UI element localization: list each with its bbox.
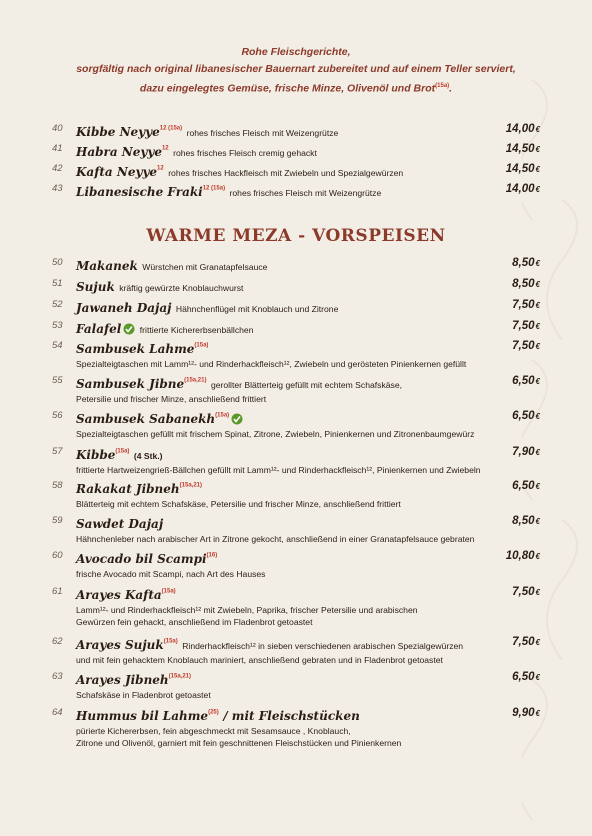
item-name: Libanesische Fraki [76,185,203,199]
item-description: Spezialteigtaschen mit Lamm¹²- und Rinderhackfleisch¹², Zwiebeln und gerösteten Pinienkernen gefüllt [76,359,467,369]
item-number: 61 [52,586,63,597]
allergen-code: (15a) [115,448,130,455]
item-name: Sawdet Dajaj [76,517,164,531]
allergen-code: 12 [161,145,169,152]
item-name: Arayes Sujuk [76,638,164,652]
allergen-code: (15a) [161,588,176,595]
item-number: 55 [52,375,63,386]
intro-line-1: Rohe Fleischgerichte, [241,46,351,58]
item-price: 7,50€ [512,340,540,352]
item-name: Falafel [76,322,122,336]
allergen-code: (15a) [435,83,450,89]
item-number: 63 [52,671,63,682]
item-price: 6,50€ [512,410,540,422]
item-name: Arayes Kafta [76,588,162,602]
item-price: 14,00€ [505,123,540,135]
item-description: rohes frisches Fleisch mit Weizengrütze [186,128,339,138]
item-price: 6,50€ [512,671,540,683]
item-description: Hähnchenleber nach arabischer Art in Zitrone gekocht, anschließend in einer Granatapfelsauce gebraten [76,534,475,544]
intro-text [40,44,552,98]
item-name: Kafta Neyye [76,165,158,179]
allergen-code: (25) [208,709,219,716]
item-number: 60 [52,550,63,561]
item-name: Arayes Jibneh [76,673,169,687]
item-name: Jawaneh Dajaj [76,301,172,315]
item-description: kräftig gewürzte Knoblauchwurst [119,283,244,293]
item-price: 6,50€ [512,480,540,492]
item-number: 57 [52,446,63,457]
item-price: 10,80€ [505,550,540,562]
item-name: Sambusek Lahme [76,342,195,356]
item-quantity: (4 Stk.) [133,451,163,461]
item-description: gerollter Blätterteig gefüllt mit echtem Schafskäse, [210,380,402,390]
item-name: Kibbe [76,448,116,462]
item-number: 53 [52,320,63,331]
item-number: 42 [52,163,63,174]
item-price: 14,50€ [505,143,540,155]
item-price: 7,50€ [512,586,540,598]
item-price: 8,50€ [512,515,540,527]
item-name: Sambusek Sabanekh [76,412,216,426]
item-price: 8,50€ [512,257,540,269]
item-description: rohes frisches Fleisch mit Weizengrütze [229,188,382,198]
item-name: Rakakat Jibneh [76,482,180,496]
item-description-2: Zitrone und Olivenöl, garniert mit fein geschnittenen Fleischstücken und Pinienkernen [76,738,402,748]
allergen-code: (15a,21) [179,482,202,489]
item-price: 8,50€ [512,278,540,290]
item-description: Spezialteigtaschen gefüllt mit frischem Spinat, Zitrone, Zwiebeln, Pinienkernen und Zitronenbaumgewürz [76,429,475,439]
item-description-2: und mit fein gehacktem Knoblauch mariniert, anschließend gebraten und in Fladenbrot getoastet [76,655,443,665]
item-number: 58 [52,480,63,491]
item-variant: / mit Fleischstücken [223,709,360,723]
item-price: 7,90€ [512,446,540,458]
item-description: frische Avocado mit Scampi, nach Art des Hauses [76,569,266,579]
allergen-code: (15a) [163,638,178,645]
allergen-code: (15a) [215,412,230,419]
item-name: Sambusek Jibne [76,377,185,391]
intro-line-2: sorgfältig nach original libanesischer Bauernart zubereitet und auf einem Teller serviert, [76,63,516,75]
item-description: Würstchen mit Granatapfelsauce [142,262,268,272]
item-name: Sujuk [76,280,115,294]
item-name: Kibbe Neyye [76,125,160,139]
item-number: 50 [52,257,63,268]
item-number: 52 [52,299,63,310]
item-description: rohes frisches Hackfleisch mit Zwiebeln und Spezialgewürzen [168,168,404,178]
vegan-check-icon [123,323,135,335]
item-name: Makanek [76,259,138,273]
allergen-code: 12 (15a) [159,125,183,132]
item-description: rohes frisches Fleisch cremig gehackt [173,148,317,158]
item-number: 43 [52,183,63,194]
allergen-code: 12 [157,165,164,172]
item-price: 14,00€ [505,183,540,195]
allergen-code: (15a,21) [184,377,207,384]
item-description: Hähnchenflügel mit Knoblauch und Zitrone [175,304,339,314]
section-title: WARME MEZA - VORSPEISEN [146,226,446,246]
item-price: 6,50€ [512,375,540,387]
item-description: Blätterteig mit echtem Schafskäse, Petersilie und frischer Minze, anschließend frittiert [76,499,401,509]
item-number: 64 [52,707,63,718]
item-price: 14,50€ [505,163,540,175]
item-number: 59 [52,515,63,526]
item-name: Habra Neyye [76,145,162,159]
item-description: Rinderhackfleisch¹² in sieben verschiedenen arabischen Spezialgewürzen [182,641,464,651]
intro-line-3: dazu eingelegtes Gemüse, frische Minze, Olivenöl und Brot$^{(15a)}$. [139,82,453,95]
item-name: Avocado bil Scampi [76,552,207,566]
item-number: 51 [52,278,63,289]
item-description: Schafskäse in Fladenbrot getoastet [76,690,211,700]
item-description-2: Gewürzen fein gehackt, anschließend im Fladenbrot getoastet [76,617,313,627]
item-price: 7,50€ [512,299,540,311]
allergen-code: 12 (15a) [202,185,226,192]
item-description: pürierte Kichererbsen, fein abgeschmeckt mit Sesamsauce , Knoblauch, [76,726,351,736]
item-description-2: Petersilie und frischer Minze, anschließend frittiert [76,394,267,404]
allergen-code: (15a) [194,342,209,349]
vegan-check-icon [231,413,243,425]
item-number: 56 [52,410,63,421]
item-number: 54 [52,340,63,351]
allergen-code: (15a,21) [168,673,192,680]
item-price: 9,90€ [512,707,540,719]
allergen-code: (16) [206,552,218,559]
item-price: 7,50€ [512,320,540,332]
item-description: frittierte Kichererbsenbällchen [139,325,254,335]
item-name: Hummus bil Lahme [76,709,209,723]
item-description: frittierte Hartweizengrieß-Bällchen gefüllt mit Lamm¹²- und Rinderhackfleisch¹², Pinienkernen und Zwiebeln [76,465,481,475]
item-price: 7,50€ [512,636,540,648]
item-description: Lamm¹²- und Rinderhackfleisch¹² mit Zwiebeln, Paprika, frischer Petersilie und arabischen [76,605,418,615]
item-number: 62 [52,636,63,647]
item-number: 41 [52,143,63,154]
item-number: 40 [52,123,63,134]
